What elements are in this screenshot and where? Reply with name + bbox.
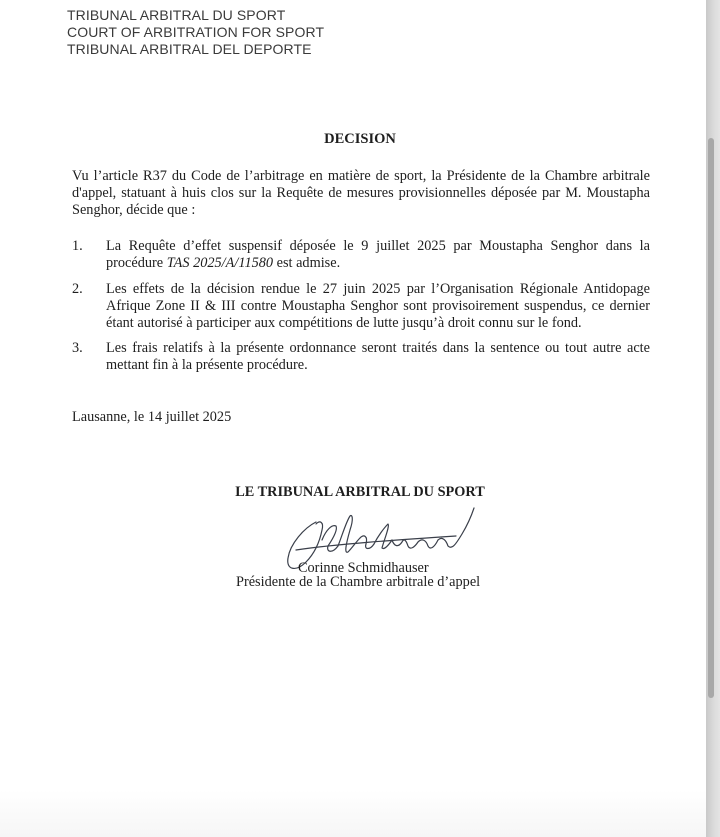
signer-role: Présidente de la Chambre arbitrale d’appel <box>236 574 481 590</box>
signer-name: Corinne Schmidhauser <box>298 560 429 576</box>
case-reference: TAS 2025/A/11580 <box>166 255 274 271</box>
item-number: 1. <box>72 238 83 254</box>
place-date: Lausanne, le 14 juillet 2025 <box>72 409 232 425</box>
document-title: DECISION <box>324 131 396 147</box>
bottom-shadow <box>0 790 706 837</box>
item-text: Les effets de la décision rendue le 27 juin 2025 par l’Organisation Régionale Antidopage Afrique Zone II & III contre Moustapha Senghor sont provisoirement suspendus, ce dernier étant autorisé à participer aux compétitions de lutte jusqu’à droit connu sur le fond. <box>106 281 650 331</box>
header-line-es: TRIBUNAL ARBITRAL DEL DEPORTE <box>67 41 312 57</box>
item-text-part: est admise. <box>273 255 341 271</box>
intro-paragraph: Vu l’article R37 du Code de l’arbitrage en matière de sport, la Présidente de la Chambre arbitrale d'appel, statuant à huis clos sur la Requête de mesures provisionnelles déposée par M. Moustapha Senghor, décide que : <box>72 168 650 218</box>
item-text: Les frais relatifs à la présente ordonnance seront traités dans la sentence ou tout autre acte mettant fin à la présente procédure. <box>106 340 650 373</box>
item-text-part: La Requête d’effet suspensif déposée le 9 juillet 2025 par Moustapha Senghor dans la procédure <box>106 238 650 271</box>
item-text <box>106 238 650 272</box>
tribunal-name: LE TRIBUNAL ARBITRAL DU SPORT <box>235 484 485 500</box>
item-number: 3. <box>72 340 83 356</box>
item-number: 2. <box>72 281 83 297</box>
scrollbar-thumb[interactable] <box>708 138 714 698</box>
header-line-en: COURT OF ARBITRATION FOR SPORT <box>67 24 325 40</box>
header-line-fr: TRIBUNAL ARBITRAL DU SPORT <box>67 7 286 23</box>
